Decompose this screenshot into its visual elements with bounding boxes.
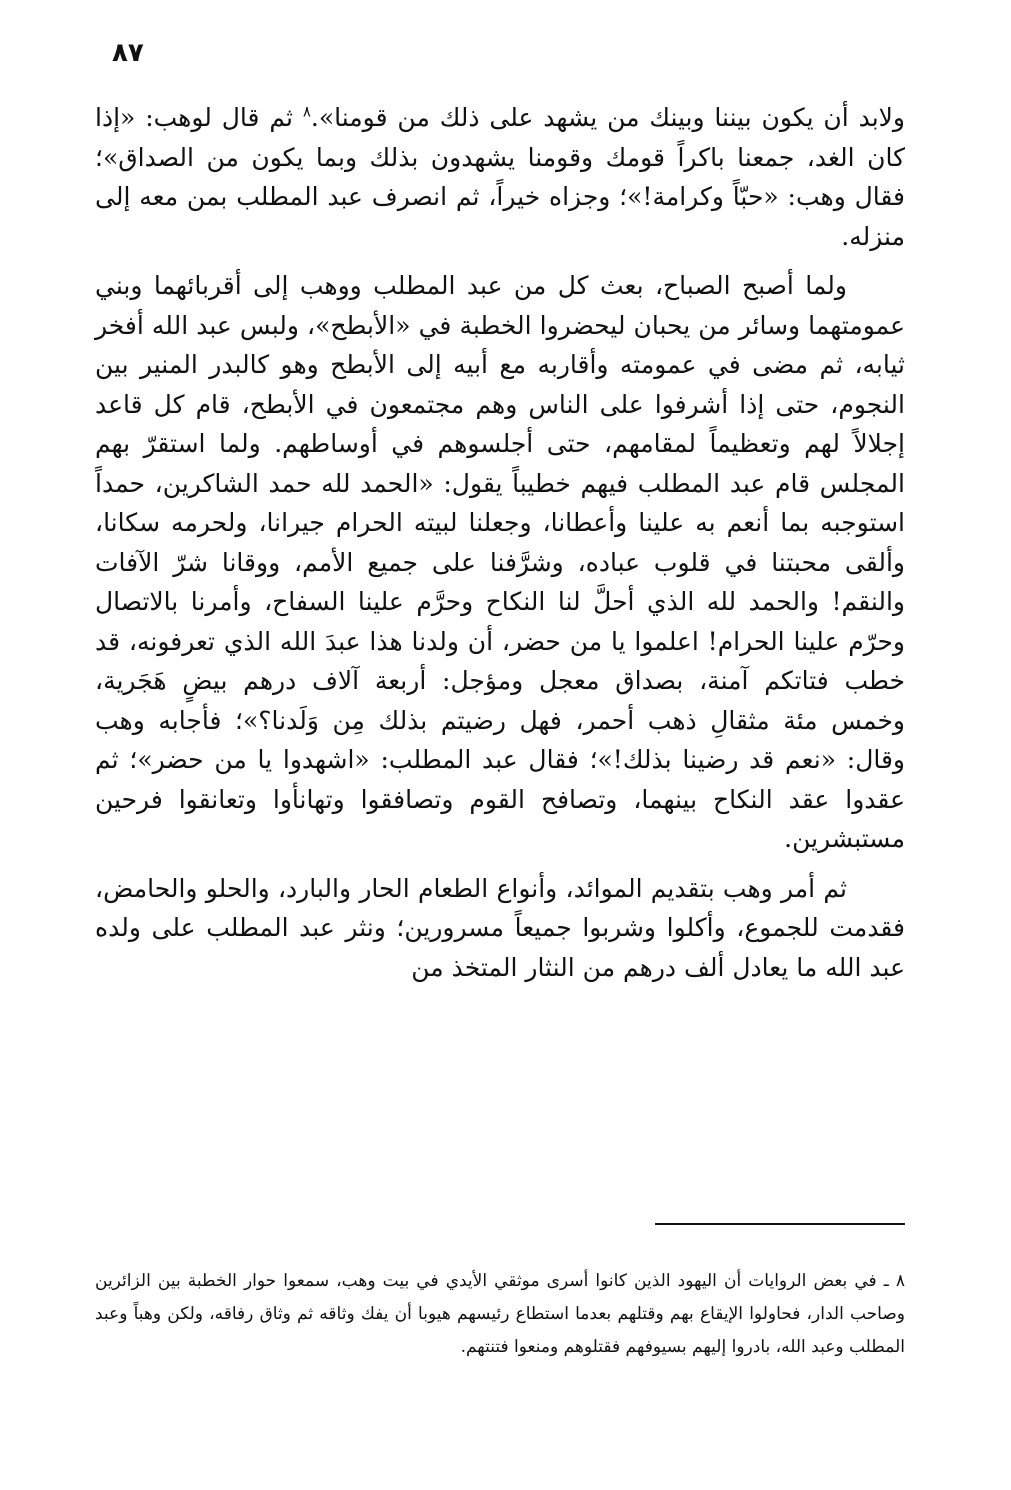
paragraph-3: ثم أمر وهب بتقديم الموائد، وأنواع الطعام الحار والبارد، والحلو والحامض، فقدمت للجموع، وأكلوا وشربوا جميعاً مسرورين؛ ونثر عبد المطلب على ولده عبد الله ما يعادل ألف درهم من النثار المتخذ من xyxy=(95,873,905,982)
page-number: ٨٧ xyxy=(112,38,144,68)
footnote-8: ٨ ـ في بعض الروايات أن اليهود الذين كانوا أسرى موثقي الأيدي في بيت وهب، سمعوا حوار الخطبة بين الزائرين وصاحب الدار، فحاولوا الإيقاع بهم وقتلهم بعدما استطاع رئيسهم هيوبا أن يفك وثاقه ثم وثاق رفاقه، ولكن وهباً وعبد المطلب وعبد الله، بادروا إليهم بسيوفهم فقتلوهم ومنعوا فتنتهم. xyxy=(95,1271,905,1357)
paragraph-1-continuation: ثم قال لوهب: «إذا كان الغد، جمعنا باكراً قومك وقومنا يشهدون بذلك وبما يكون من الصداق»؛ فقال وهب: «حبّاً وكرامة!»؛ وجزاه خيراً، ثم انصرف عبد المطلب بمن معه إلى منزله. xyxy=(95,103,905,251)
paragraph-1-text: ولابد أن يكون بيننا وبينك من يشهد على ذلك من قومنا». xyxy=(310,103,905,132)
paragraph-1 xyxy=(95,98,905,256)
footnote-reference[interactable]: ٨ xyxy=(302,102,311,121)
paragraph-2: ولما أصبح الصباح، بعث كل من عبد المطلب ووهب إلى أقربائهما وبني عمومتهما وسائر من يحبان ليحضروا الخطبة في «الأبطح»، ولبس عبد الله أفخر ثيابه، ثم مضى في عمومته وأقاربه مع أبيه إلى الأبطح وهو كالبدر المنير بين النجوم، حتى إذا أشرفوا على الناس وهم مجتمعون في الأبطح، قام كل قاعد إجلالاً لهم وتعظيماً لمقامهم، حتى أجلسوهم في أوساطهم. ولما استقرّ بهم المجلس قام عبد المطلب فيهم خطيباً يقول: «الحمد لله حمد الشاكرين، حمداً استوجبه بما أنعم به علينا وأعطانا، وجعلنا لبيته الحرام جيرانا، ولحرمه سكانا، وألقى محبتنا في قلوب عباده، وشرَّفنا على جميع الأمم، ووقانا شرّ الآفات والنقم! والحمد لله الذي أحلَّ لنا النكاح وحرَّم علينا السفاح، وأمرنا بالاتصال وحرّم علينا الحرام! اعلموا يا من حضر، أن ولدنا هذا عبدَ الله الذي تعرفونه، قد خطب فتاتكم آمنة، بصداق معجل ومؤجل: أربعة آلاف درهم بيضٍ هَجَرية، وخمس مئة مثقالِ ذهب أحمر، فهل رضيتم بذلك مِن وَلَدنا؟»؛ فأجابه وهب وقال: «نعم قد رضينا بذلك!»؛ فقال عبد المطلب: «اشهدوا يا من حضر»؛ ثم عقدوا عقد النكاح بينهما، وتصافح القوم وتصافقوا وتهانأوا وتعانقوا فرحين مستبشرين. xyxy=(95,271,905,853)
footnote-divider xyxy=(655,1223,905,1225)
footnotes xyxy=(95,1265,905,1364)
main-text xyxy=(95,98,905,997)
